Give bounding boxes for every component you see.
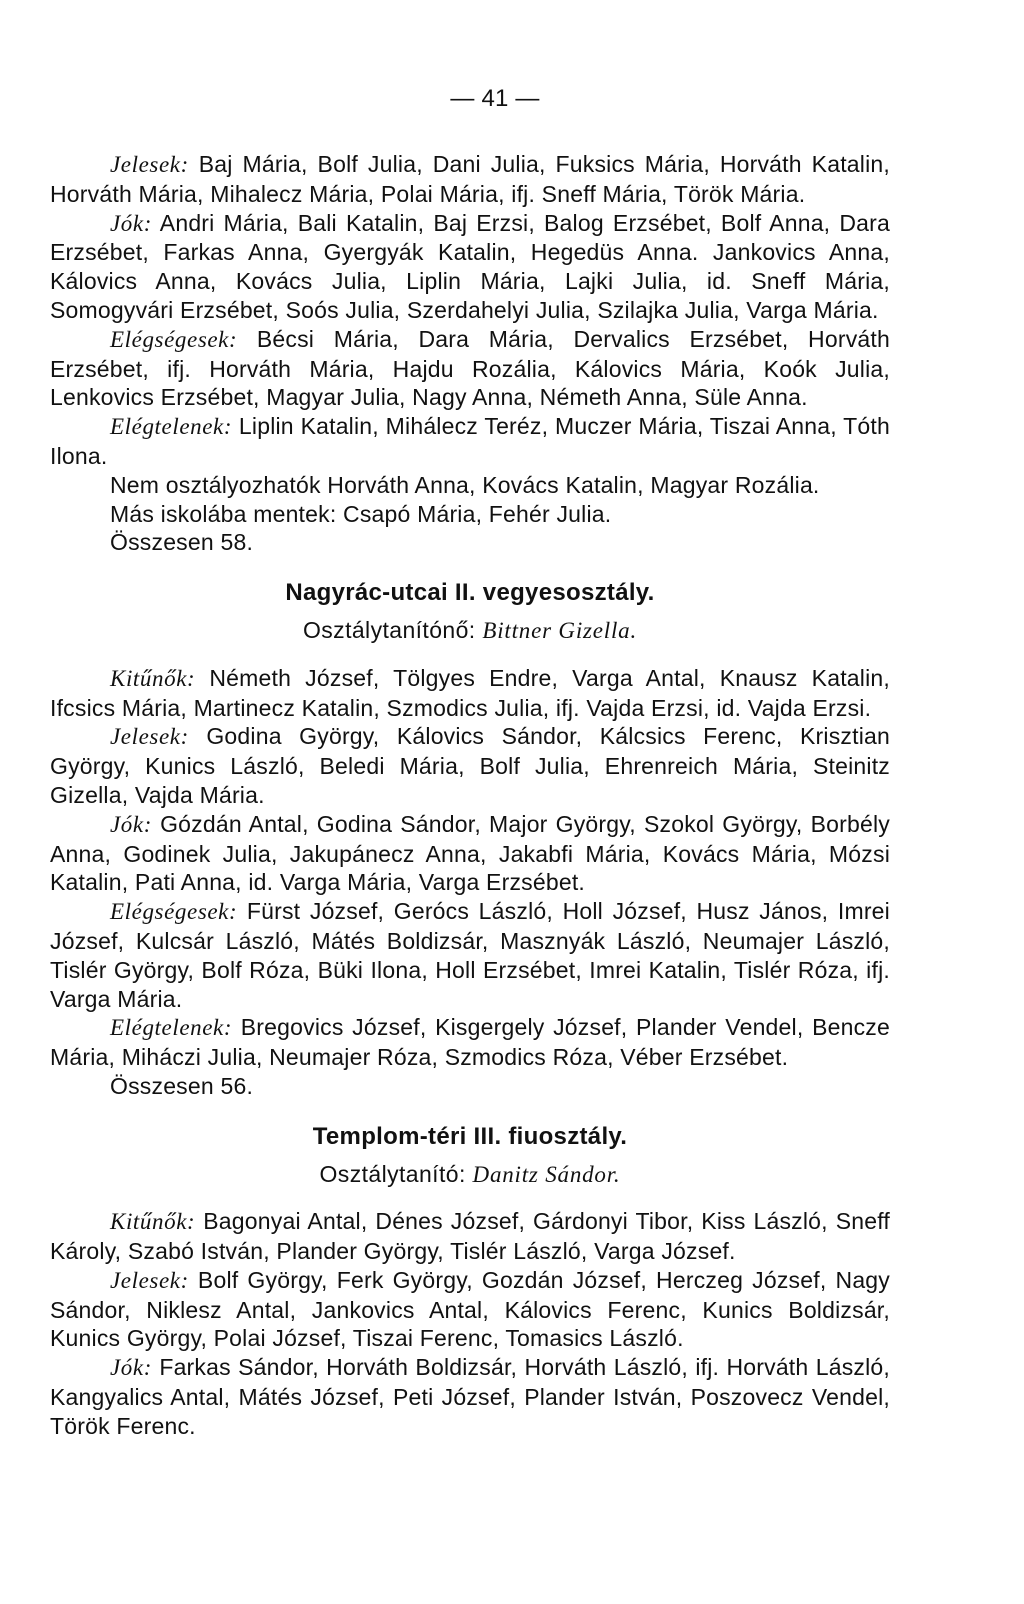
grade-paragraph-jok: [50, 1353, 890, 1440]
page-number: — 41 —: [450, 85, 540, 112]
document-page: [50, 84, 890, 1441]
grade-paragraph-elegsegesek: [50, 325, 890, 412]
not-graded-line: Nem osztályozhatók Horváth Anna, Kovács Katalin, Magyar Rozália.: [110, 471, 820, 498]
grade-label: Jelesek:: [110, 1267, 189, 1293]
grade-paragraph-elegsegesek: [50, 897, 890, 1013]
grade-label: Jók:: [110, 1355, 152, 1381]
teacher-name: Danitz Sándor.: [472, 1161, 621, 1187]
name-list: Bagonyai Antal, Dénes József, Gárdonyi Tibor, Kiss László, Sneff Károly, Szabó István, Plander György, Tislér László, Varga József.: [50, 1208, 890, 1265]
grade-paragraph-elegtelenek: [50, 412, 890, 471]
name-list: Baj Mária, Bolf Julia, Dani Julia, Fuksics Mária, Horváth Katalin, Horváth Mária, Mihalecz Mária, Polai Mária, ifj. Sneff Mária, Török Mária.: [50, 151, 890, 207]
name-list: Andri Mária, Bali Katalin, Baj Erzsi, Balog Erzsébet, Bolf Anna, Dara Erzsébet, Farkas Anna, Gyergyák Katalin, Hegedüs Anna. Jankovics Anna, Kálovics Anna, Kovács Julia, Liplin Mária, Lajki Julia, id. Sneff Mária, Somogyvári Erzsébet, Soós Julia, Szerdahelyi Julia, Szilajka Julia, Varga Mária.: [50, 209, 890, 323]
grade-paragraph-jok: [50, 209, 890, 325]
name-list: Bolf György, Ferk György, Gozdán József, Herczeg József, Nagy Sándor, Niklesz Antal, Jankovics Antal, Kálovics Ferenc, Kunics Boldizsár, Kunics György, Polai József, Tiszai Ferenc, Tomasics László.: [50, 1266, 890, 1352]
grade-label: Elégségesek:: [110, 899, 238, 925]
grade-label: Jelesek:: [110, 152, 189, 177]
name-list: Fürst József, Gerócs László, Holl József, Husz János, Imrei József, Kulcsár László, Mátés Boldizsár, Masznyák László, Neumajer László, Tislér György, Bolf Róza, Büki Ilona, Holl Erzsébet, Imrei Katalin, Tislér Róza, ifj. Varga Mária.: [50, 898, 890, 1012]
name-list: Liplin Katalin, Mihálecz Teréz, Muczer Mária, Tiszai Anna, Tóth Ilona.: [50, 413, 890, 469]
class-heading-nagyrac: Nagyrác-utcai II. vegyesosztály.: [285, 579, 655, 607]
grade-paragraph-elegtelenek: [50, 1013, 890, 1072]
grade-label: Jók:: [110, 210, 152, 236]
grade-paragraph-jelesek: [50, 150, 890, 209]
name-list: Németh József, Tölgyes Endre, Varga Antal, Knausz Katalin, Ifcsics Mária, Martinecz Katalin, Szmodics Julia, ifj. Vajda Erzsi, id. Vajda Erzsi.: [50, 664, 890, 721]
name-list: Bregovics József, Kisgergely József, Plander Vendel, Bencze Mária, Miháczi Julia, Neumajer Róza, Szmodics Róza, Véber Erzsébet.: [50, 1014, 890, 1071]
grade-paragraph-jelesek: [50, 722, 890, 809]
grade-label: Elégségesek:: [110, 326, 238, 352]
class-teacher: [50, 1160, 890, 1190]
teacher-label: Osztálytanítónő:: [302, 616, 476, 643]
transferred-line: Más iskolába mentek: Csapó Mária, Fehér Julia.: [110, 500, 612, 527]
grade-paragraph-kitunok: [50, 664, 890, 723]
grade-paragraph-jok: [50, 810, 890, 897]
teacher-name: Bittner Gizella.: [482, 617, 638, 643]
grade-label: Kitűnők:: [110, 665, 196, 691]
grade-label: Elégtelenek:: [110, 414, 233, 440]
grade-label: Elégtelenek:: [110, 1015, 233, 1041]
name-list: Gózdán Antal, Godina Sándor, Major György, Szokol György, Borbély Anna, Godinek Julia, Jakupánecz Anna, Jakabfi Mária, Kovács Mária, Mózsi Katalin, Pati Anna, id. Varga Mária, Varga Erzsébet.: [50, 810, 890, 896]
class-heading-templom: Templom-téri III. fiuosztály.: [312, 1122, 628, 1150]
grade-label: Kitűnők:: [110, 1209, 196, 1235]
name-list: Farkas Sándor, Horváth Boldizsár, Horváth László, ifj. Horváth László, Kangyalics Antal, Mátés József, Peti József, Plander István, Poszovecz Vendel, Török Ferenc.: [50, 1354, 890, 1439]
total-line: Összesen 56.: [110, 1072, 254, 1099]
grade-paragraph-jelesek: [50, 1266, 890, 1353]
class-teacher: [50, 616, 890, 646]
name-list: Godina György, Kálovics Sándor, Kálcsics Ferenc, Krisztian György, Kunics László, Beledi Mária, Bolf Julia, Ehrenreich Mária, Steinitz Gizella, Vajda Mária.: [50, 723, 890, 808]
grade-label: Jók:: [110, 811, 152, 837]
total-line: Összesen 58.: [110, 529, 254, 556]
grade-label: Jelesek:: [110, 724, 189, 750]
grade-paragraph-kitunok: [50, 1207, 890, 1266]
teacher-label: Osztálytanító:: [319, 1160, 466, 1187]
name-list: Bécsi Mária, Dara Mária, Dervalics Erzsébet, Horváth Erzsébet, ifj. Horváth Mária, Hajdu Rozália, Kálovics Mária, Koók Julia, Lenkovics Erzsébet, Magyar Julia, Nagy Anna, Németh Anna, Süle Anna.: [50, 325, 890, 411]
